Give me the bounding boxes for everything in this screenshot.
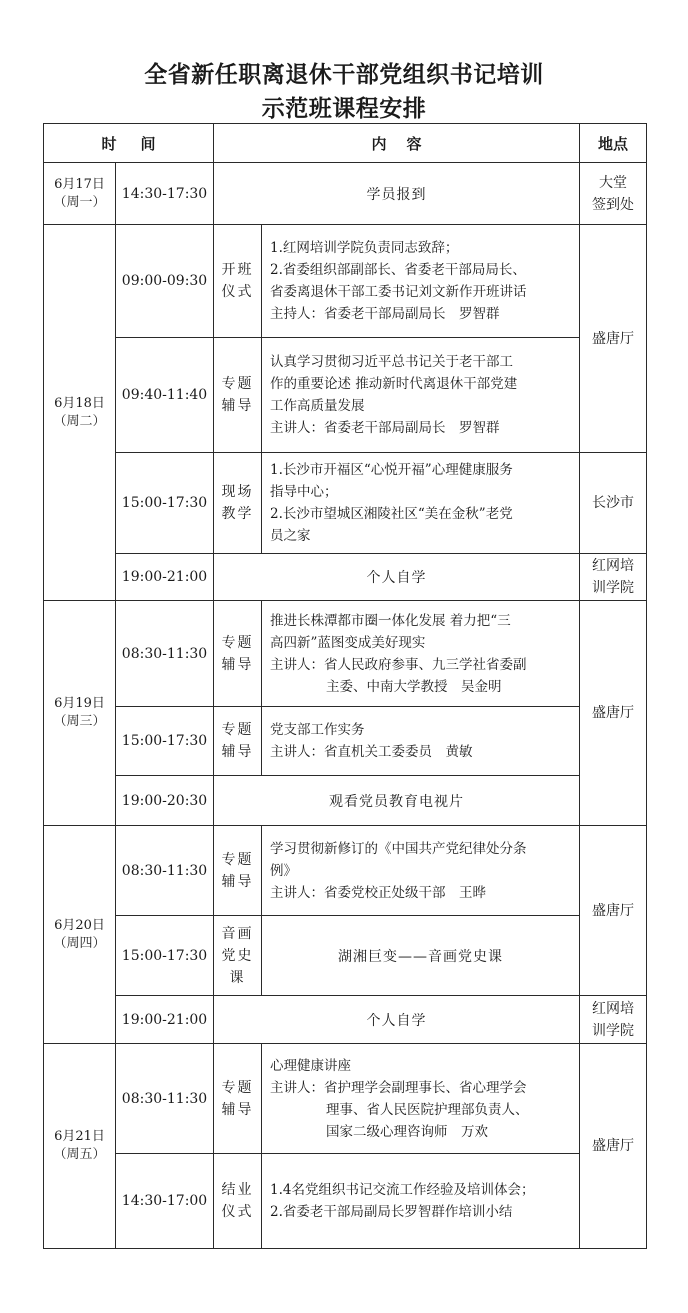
- session-type-line: 专题: [221, 722, 254, 738]
- document-title-line1: 全省新任职离退休干部党组织书记培训: [144, 62, 544, 88]
- session-type-line: 仪式: [221, 1204, 254, 1220]
- session-type-line: 专题: [221, 376, 254, 392]
- time-cell: 09:40-11:40: [116, 338, 214, 453]
- session-type-line: 辅导: [221, 1101, 254, 1118]
- date-text: 6月17日: [54, 176, 105, 192]
- date-cell: [44, 163, 116, 225]
- content-line: 例》: [270, 862, 298, 879]
- session-type-line: 辅导: [221, 873, 254, 890]
- place-cell: [580, 996, 647, 1044]
- table-row: [44, 1044, 647, 1154]
- session-type-line: 党史: [221, 947, 254, 964]
- date-cell: [44, 1044, 116, 1249]
- content-cell: [262, 225, 580, 338]
- document-title-line2: 示范班课程安排: [261, 96, 427, 122]
- content-line: 主讲人：省委老干部局副局长 罗智群: [270, 420, 500, 436]
- header-place: 地点: [580, 124, 647, 163]
- place-cell: 盛唐厅: [580, 826, 647, 996]
- schedule-table: [43, 123, 647, 1249]
- content-line: 指导中心；: [270, 484, 338, 500]
- time-cell: 08:30-11:30: [116, 826, 214, 916]
- place-cell: 盛唐厅: [580, 1044, 647, 1249]
- content-cell: 观看党员教育电视片: [214, 776, 580, 826]
- content-line: 省委离退休干部工委书记刘文新作开班讲话: [270, 284, 527, 300]
- session-type-line: 专题: [221, 851, 254, 868]
- content-line: 理事、省人民医院护理部负责人、: [326, 1101, 529, 1118]
- date-cell: [44, 826, 116, 1044]
- place-line: 签到处: [592, 196, 635, 213]
- place-line: 训学院: [592, 580, 635, 596]
- weekday-text: （周二）: [53, 413, 106, 429]
- session-type-line: 音画: [221, 925, 254, 942]
- place-line: 训学院: [592, 1022, 635, 1039]
- place-cell: [580, 163, 647, 225]
- time-cell: 15:00-17:30: [116, 453, 214, 554]
- content-cell: [262, 338, 580, 453]
- content-line: 党支部工作实务: [270, 722, 365, 738]
- time-cell: 19:00-21:00: [116, 554, 214, 601]
- time-cell: 09:00-09:30: [116, 225, 214, 338]
- time-cell: 19:00-21:00: [116, 996, 214, 1044]
- content-line: 主讲人：省直机关工委委员 黄敏: [270, 744, 473, 760]
- session-type-cell: [214, 338, 262, 453]
- header-time: 时间: [44, 124, 214, 163]
- session-type-line: 专题: [221, 634, 254, 651]
- content-line: 认真学习贯彻习近平总书记关于老干部工: [270, 354, 514, 370]
- content-cell: 个人自学: [214, 996, 580, 1044]
- place-cell: 长沙市: [580, 453, 647, 554]
- session-type-cell: [214, 826, 262, 916]
- table-row: [44, 163, 647, 225]
- content-line: 高四新”蓝图变成美好现实: [270, 634, 426, 651]
- session-type-line: 结业: [221, 1182, 254, 1198]
- content-line: 主讲人：省人民政府参事、九三学社省委副: [270, 656, 527, 673]
- table-row: [44, 826, 647, 916]
- table-row: [44, 554, 647, 601]
- content-line: 学习贯彻新修订的《中国共产党纪律处分条: [270, 840, 527, 857]
- session-type-line: 现场: [221, 484, 254, 500]
- content-line: 2.省委老干部局副局长罗智群作培训小结: [270, 1204, 513, 1220]
- session-type-line: 专题: [221, 1079, 254, 1096]
- time-cell: 19:00-20:30: [116, 776, 214, 826]
- content-cell: [262, 826, 580, 916]
- content-cell: 湖湘巨变——音画党史课: [262, 916, 580, 996]
- table-row: [44, 707, 647, 776]
- content-line: 主持人：省委老干部局副局长 罗智群: [270, 306, 500, 322]
- session-type-cell: [214, 707, 262, 776]
- content-line: 国家二级心理咨询师 万欢: [326, 1123, 489, 1140]
- date-text: 6月19日: [54, 696, 105, 711]
- date-text: 6月20日: [54, 917, 105, 933]
- table-row: [44, 338, 647, 453]
- header-row: [44, 124, 647, 163]
- table-row: [44, 776, 647, 826]
- content-cell: 学员报到: [214, 163, 580, 225]
- content-cell: [262, 453, 580, 554]
- content-cell: 个人自学: [214, 554, 580, 601]
- session-type-cell: [214, 916, 262, 996]
- weekday-text: （周一）: [53, 194, 106, 210]
- table-row: [44, 225, 647, 338]
- session-type-line: 辅导: [221, 744, 254, 760]
- time-cell: 15:00-17:30: [116, 916, 214, 996]
- session-type-line: 仪式: [221, 284, 254, 300]
- table-row: [44, 601, 647, 707]
- content-line: 2.省委组织部副部长、省委老干部局局长、: [270, 262, 526, 278]
- session-type-line: 辅导: [221, 656, 254, 673]
- content-line: 主讲人：省护理学会副理事长、省心理学会: [270, 1079, 527, 1096]
- content-line: 主讲人：省委党校正处级干部 王晔: [270, 884, 487, 901]
- weekday-text: （周五）: [53, 1147, 106, 1162]
- content-cell: [262, 1154, 580, 1249]
- content-line: 1.红网培训学院负责同志致辞；: [270, 240, 459, 256]
- place-line: 红网培: [592, 558, 635, 574]
- session-type-line: 教学: [221, 506, 254, 522]
- table-row: [44, 1154, 647, 1249]
- place-cell: [580, 554, 647, 601]
- session-type-cell: [214, 601, 262, 707]
- content-line: 员之家: [270, 528, 311, 544]
- session-type-line: 课: [229, 969, 246, 986]
- content-line: 1.4名党组织书记交流工作经验及培训体会；: [270, 1182, 535, 1198]
- table-row: [44, 996, 647, 1044]
- session-type-cell: [214, 1154, 262, 1249]
- time-cell: 14:30-17:00: [116, 1154, 214, 1249]
- table-row: [44, 453, 647, 554]
- date-cell: [44, 225, 116, 601]
- session-type-cell: [214, 1044, 262, 1154]
- session-type-line: 辅导: [221, 398, 254, 414]
- place-line: 红网培: [592, 1000, 635, 1017]
- header-content: 内容: [214, 124, 580, 163]
- date-text: 6月21日: [54, 1129, 105, 1144]
- time-cell: 08:30-11:30: [116, 1044, 214, 1154]
- session-type-cell: [214, 453, 262, 554]
- place-line: 大堂: [599, 174, 628, 191]
- content-cell: [262, 601, 580, 707]
- content-line: 工作高质量发展: [270, 398, 365, 414]
- time-cell: 14:30-17:30: [116, 163, 214, 225]
- table-row: [44, 916, 647, 996]
- weekday-text: （周四）: [53, 935, 106, 951]
- session-type-cell: [214, 225, 262, 338]
- content-cell: [262, 1044, 580, 1154]
- date-text: 6月18日: [54, 395, 105, 411]
- time-cell: 15:00-17:30: [116, 707, 214, 776]
- content-cell: [262, 707, 580, 776]
- place-cell: 盛唐厅: [580, 225, 647, 453]
- weekday-text: （周三）: [53, 714, 106, 729]
- content-line: 2.长沙市望城区湘陵社区“美在金秋”老党: [270, 506, 513, 522]
- content-line: 推进长株潭都市圈一体化发展 着力把“三: [270, 612, 511, 629]
- content-line: 1.长沙市开福区“心悦开福”心理健康服务: [270, 462, 513, 478]
- place-cell: 盛唐厅: [580, 601, 647, 826]
- time-cell: 08:30-11:30: [116, 601, 214, 707]
- session-type-line: 开班: [221, 262, 254, 278]
- content-line: 作的重要论述 推动新时代离退休干部党建: [270, 376, 518, 392]
- content-line: 主委、中南大学教授 吴金明: [326, 678, 502, 695]
- content-line: 心理健康讲座: [270, 1057, 352, 1074]
- date-cell: [44, 601, 116, 826]
